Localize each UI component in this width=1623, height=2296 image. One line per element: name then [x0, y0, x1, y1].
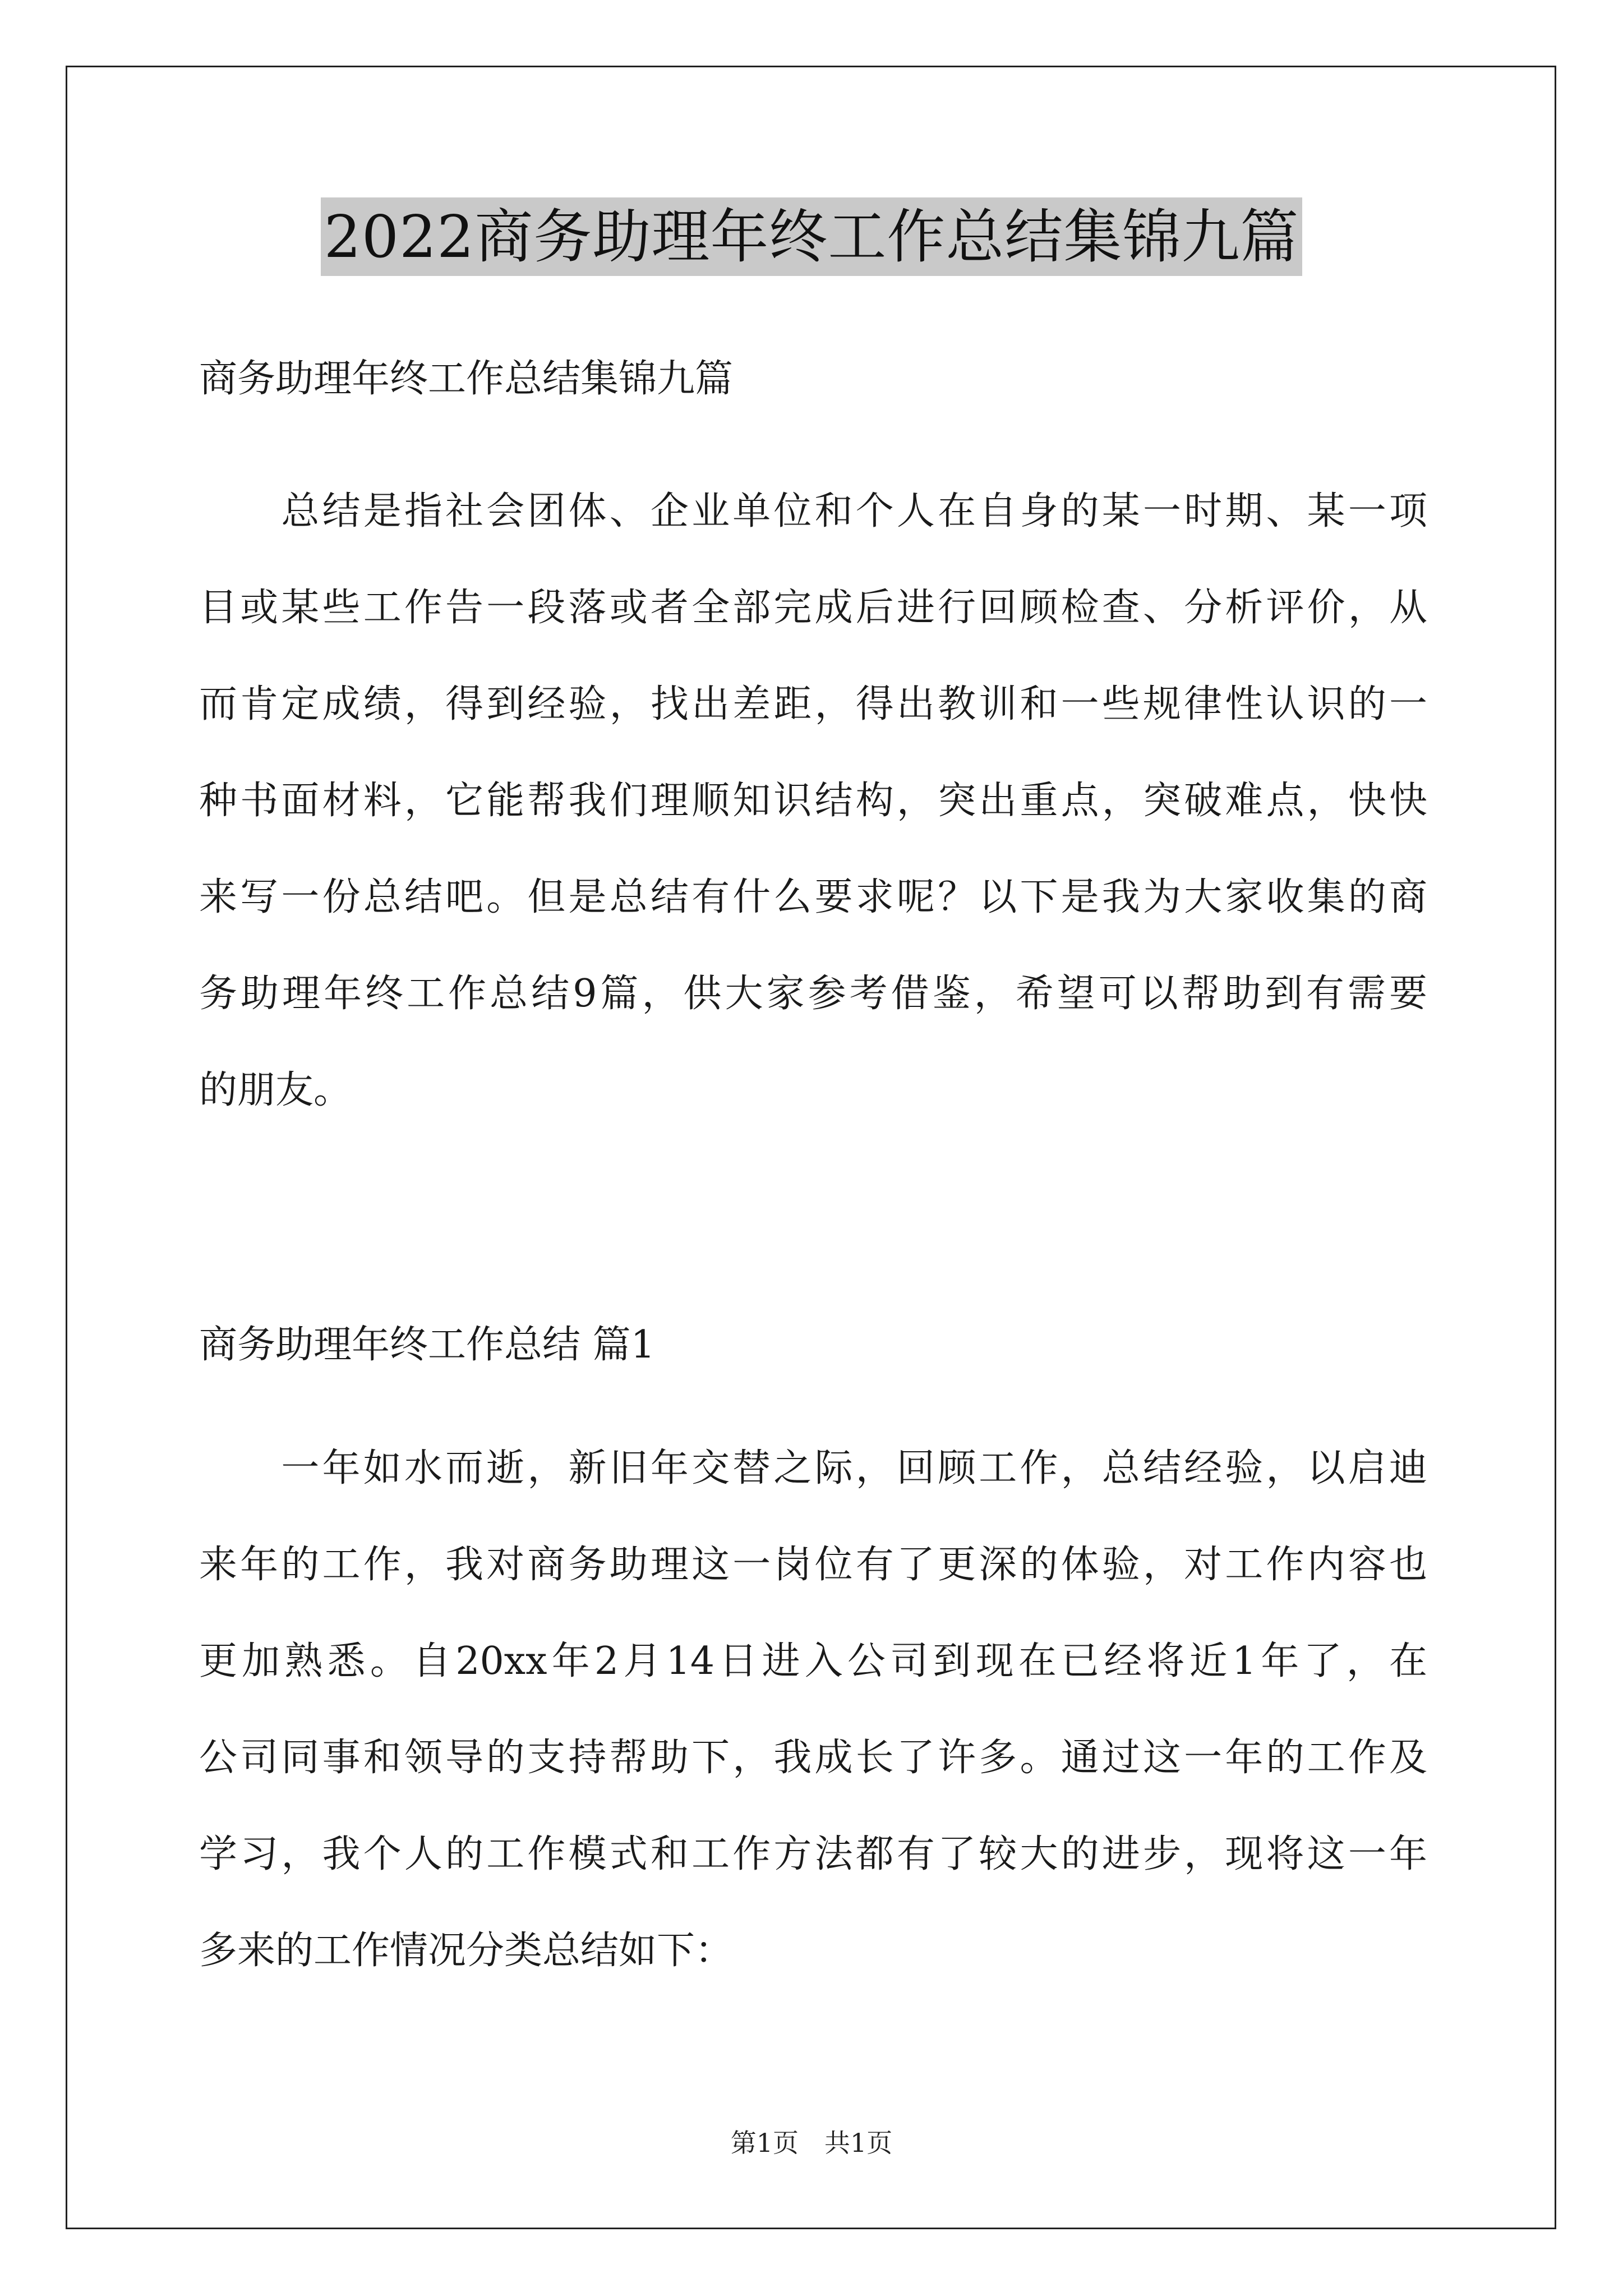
- paragraph-line: 学习，我个人的工作模式和工作方法都有了较大的进步，现将这一年: [199, 1832, 1427, 1876]
- paragraph-line: 而肯定成绩，得到经验，找出差距，得出教训和一些规律性认识的一: [199, 682, 1427, 726]
- document-subtitle: 商务助理年终工作总结集锦九篇: [199, 357, 734, 401]
- paragraph-line: 目或某些工作告一段落或者全部完成后进行回顾检查、分析评价，从: [199, 586, 1427, 630]
- paragraph-line: 来写一份总结吧。但是总结有什么要求呢？以下是我为大家收集的商: [199, 875, 1427, 919]
- section-heading: 商务助理年终工作总结 篇1: [199, 1323, 655, 1367]
- paragraph-line: 多来的工作情况分类总结如下：: [199, 1929, 734, 1973]
- paragraph-line: 总结是指社会团体、企业单位和个人在自身的某一时期、某一项: [199, 489, 1427, 533]
- paragraph-line: 公司同事和领导的支持帮助下，我成长了许多。通过这一年的工作及: [199, 1736, 1427, 1780]
- paragraph-line: 一年如水而逝，新旧年交替之际，回顾工作，总结经验，以启迪: [199, 1446, 1427, 1490]
- title-container: [0, 197, 1623, 276]
- paragraph-line: 务助理年终工作总结9篇，供大家参考借鉴，希望可以帮助到有需要: [199, 972, 1427, 1016]
- page-footer: 第1页 共1页: [730, 2128, 893, 2158]
- paragraph-line: 来年的工作，我对商务助理这一岗位有了更深的体验，对工作内容也: [199, 1543, 1427, 1587]
- section-paragraph: [199, 1420, 1427, 1999]
- paragraph-line: 的朋友。: [199, 1068, 352, 1112]
- paragraph-line: 更加熟悉。自20xx年2月14日进入公司到现在已经将近1年了，在: [199, 1639, 1427, 1683]
- paragraph-line: 种书面材料，它能帮我们理顺知识结构，突出重点，突破难点，快快: [199, 779, 1427, 823]
- document-title: 2022商务助理年终工作总结集锦九篇: [321, 197, 1303, 276]
- intro-paragraph: [199, 463, 1427, 1139]
